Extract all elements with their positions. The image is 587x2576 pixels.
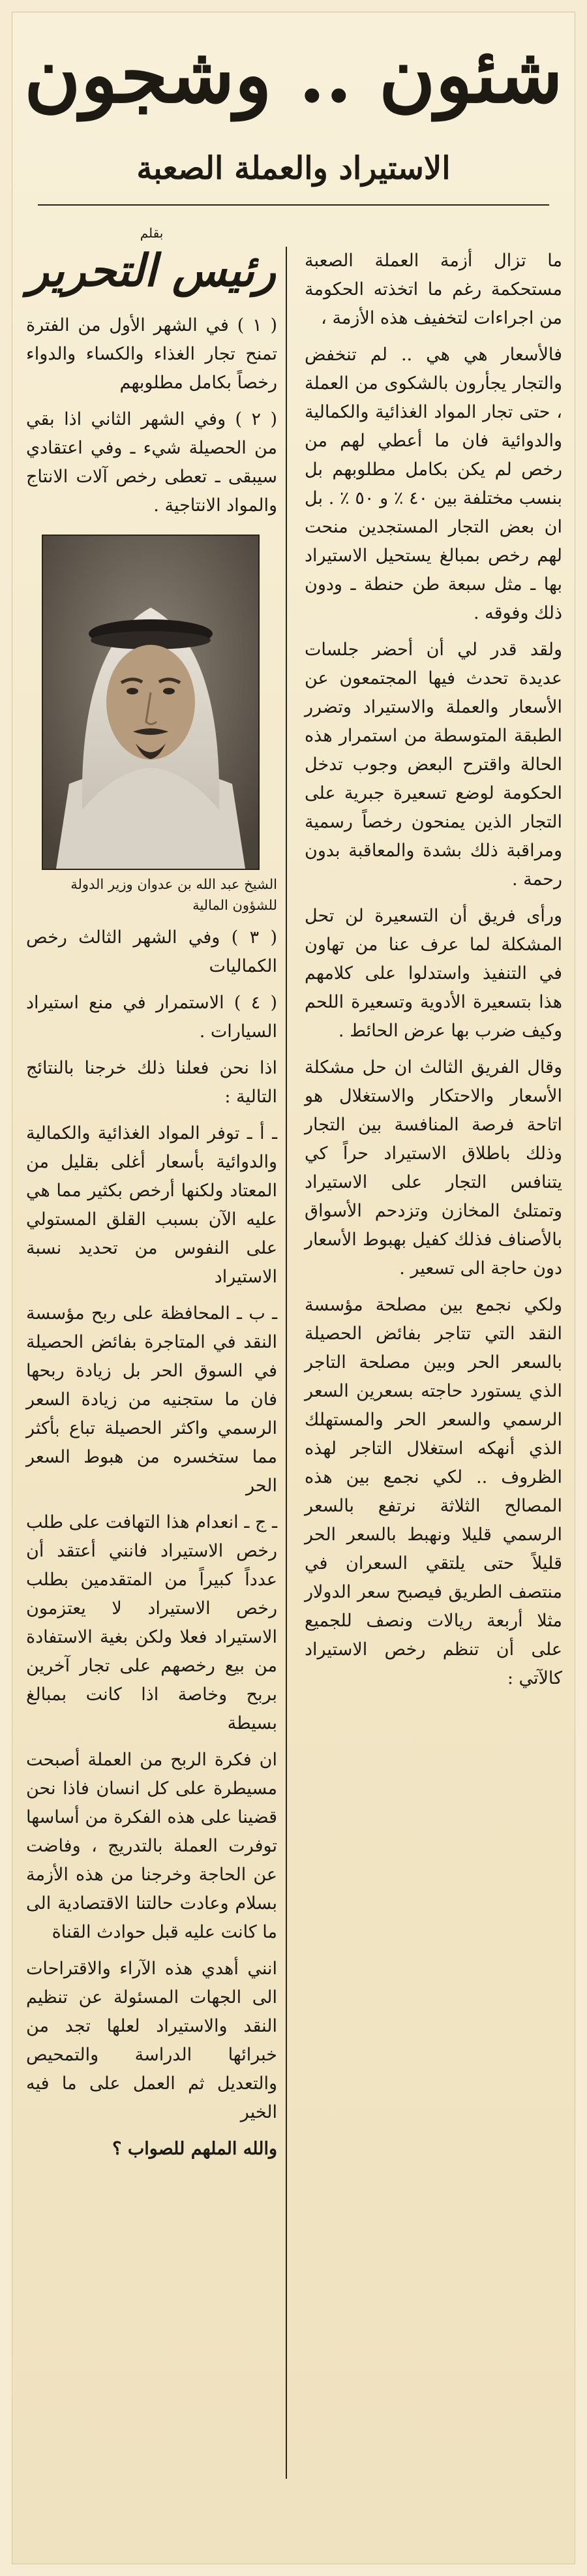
byline (26, 224, 277, 300)
list-item: ( ٢ ) وفي الشهر الثاني اذا بقي من الحصيلة شيء ـ وفي اعتقادي سيبقى ـ تعطى رخص آلات الانتاج والمواد الانتاجية . (26, 409, 277, 516)
paragraph: فالأسعار هي هي .. لم تنخفض والتجار يجأرون بالشكوى من العملة ، حتى تجار المواد الغذائية والكمالية والدوائية فان ما أعطي لهم من رخص لم يكن بكامل مطلوبهم بل بنسب مختلفة بين ٤٠ ٪ و ٥٠ ٪ . بل ان بعض التجار المستجدين منحت لهم رخص بمبالغ يستحيل الاستيراد بها ـ مثل سبعة طن حنطة ـ ودون ذلك وفوقه . (305, 345, 563, 623)
article-left-column (26, 224, 277, 2547)
paragraph: ولقد قدر لي أن أحضر جلسات عديدة تحدث فيها المجتمعون عن الأسعار والعملة والاستيراد وتضرر الطبقة المتوسطة من استمرار هذه الحالة واقترح البعض وجوب تدخل الحكومة لوضع تسعيرة جبرية على التجار الذين يمنحون رخصاً رسمية ومراقبة ذلك بشدة والمعاقبة بدون رحمة . (305, 640, 562, 890)
article-right-column (305, 247, 562, 2551)
paragraph: اذا نحن فعلنا ذلك خرجنا بالنتائج التالية : (26, 1058, 277, 1107)
paragraph: ـ ج ـ انعدام هذا التهافت على طلب رخص الاستيراد فانني أعتقد أن عدداً كبيراً من المتقدمين بطلب رخص الاستيراد لا يعتزمون الاستيراد فعلا ولكن بغية الاستفادة من بيع رخصهم على تجار آخرين بربح وخاصة اذا كانت بمبالغ بسيطة (26, 1512, 277, 1733)
column-divider (286, 247, 287, 2479)
byline-label: بقلم (140, 225, 164, 241)
paragraph: ـ أ ـ توفر المواد الغذائية والكمالية والدوائية بأسعار أغلى بقليل من المعتاد ولكنها أرخص بكثير مما هي عليه الآن بسبب القلق المستولي على النفوس من تحديد نسبة الاستيراد (26, 1123, 277, 1287)
byline-name: رئيس التحرير (27, 245, 276, 297)
column-title: شئون .. وشجون (23, 29, 564, 120)
paragraph: ورأى فريق أن التسعيرة لن تحل المشكلة لما عرف عنا من تهاون في التنفيذ واستدلوا على كلامهم هذا بتسعيرة الأدوية وتسعيرة اللحم وكيف ضرب بها عرض الحائط . (305, 906, 562, 1041)
paragraph: انني أهدي هذه الآراء والاقتراحات الى الجهات المسئولة عن تنظيم النقد والاستيراد لعلها تجد من خبرائها الدراسة والتمحيص والتعديل ثم العمل على ما فيه الخير (26, 1959, 277, 2122)
column-masthead (23, 26, 564, 150)
portrait-illustration (43, 536, 258, 869)
title-rule (38, 204, 549, 206)
list-item: ( ١ ) في الشهر الأول من الفترة تمنح تجار الغذاء والكساء والدواء رخصاً بكامل مطلوبهم (26, 315, 278, 393)
newspaper-page (12, 12, 575, 2564)
paragraph: ان فكرة الربح من العملة أصبحت مسيطرة على كل انسان فاذا نحن قضينا على هذه الفكرة من أساسها توفرت العملة بالتدريج ، وفاضت عن الحاجة وخرجنا من هذه الأزمة بسلام وعادت حالتنا الاقتصادية الى ما كانت عليه قبل حوادث القناة (26, 1750, 277, 1942)
photo-caption: الشيخ عبد الله بن عدوان وزير الدولة للشؤون المالية (70, 877, 277, 913)
paragraph: ولكي نجمع بين مصلحة مؤسسة النقد التي تتاجر بفائض الحصيلة بالسعر الحر وبين مصلحة التاجر الذي يستورد حاجته بسعرين السعر الرسمي والسعر الحر والمستهلك الذي أنهكه استغلال التاجر لهذه الظروف .. لكي نجمع بين هذه المصالح الثلاثة نرتفع بالسعر الرسمي قليلا ونهبط بالسعر الحر قليلاً حتى يلتقي السعران في منتصف الطريق فيصبح سعر الدولار مثلا أربعة ريالات ونصف للجميع على أن تنظم رخص الاستيراد كالآتي : (305, 1295, 562, 1688)
portrait-photo (44, 535, 260, 867)
signoff: والله الملهم للصواب ؟ (112, 2139, 277, 2159)
paragraph: ـ ب ـ المحافظة على ربح مؤسسة النقد في المتاجرة بفائض الحصيلة في السوق الحر بل زيادة ربحها فان ما ستجنيه من زيادة السعر الرسمي واكثر الحصيلة تباع بأكثر مما ستخسره من هبوط السعر الحر (26, 1303, 277, 1496)
list-item: ( ٣ ) وفي الشهر الثالث رخص الكماليات (26, 927, 278, 976)
article-title: الاستيراد والعملة الصعبة (136, 150, 451, 187)
paragraph: ما تزال أزمة العملة الصعبة مستحكمة رغم ما اتخذته الحكومة من اجراءات لتخفيف هذه الأزمة ، (305, 251, 562, 328)
portrait-image (42, 535, 260, 870)
list-item: ( ٤ ) الاستمرار في منع استيراد السيارات . (26, 993, 277, 1042)
paragraph: وقال الفريق الثالث ان حل مشكلة الأسعار والاحتكار والاستغلال هو اتاحة فرصة المنافسة بين التجار وذلك باطلاق الاستيراد حراً كي يتنافس التجار على الاستيراد وتمتلئ المخازن وتزدحم الأسواق بالأصناف فذلك كفيل بهبوط الأسعار دون حاجة الى تسعير . (305, 1057, 562, 1279)
